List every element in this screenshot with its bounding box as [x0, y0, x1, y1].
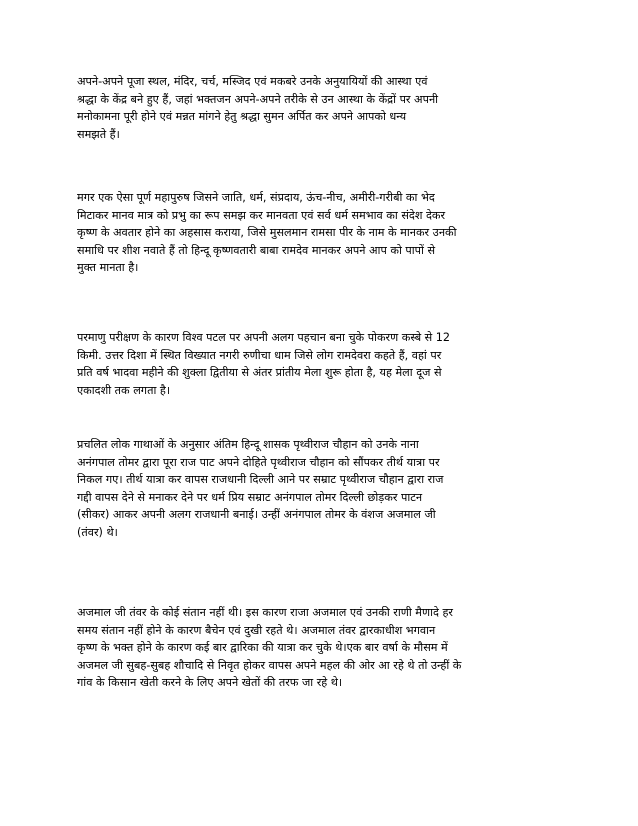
paragraph-great-saint: मगर एक ऐसा पूर्ण महापुरुष जिसने जाति, धर्म, संप्रदाय, ऊंच-नीच, अमीरी-गरीबी का भेद मिटाकर मानव मात्र को प्रभु का रूप समझ कर मानवता एवं सर्व धर्म समभाव का संदेश देकर कृष्ण के अवतार होने का अहसास कराया, जिसे मुसलमान रामसा पीर के नाम के मानकर उनकी समाधि पर शीश नवाते हैं तो हिन्दू कृष्णवतारी बाबा रामदेव मानकर अपने आप को पापों से मुक्त मानता है।: [77, 191, 457, 275]
paragraph-folk-tales: प्रचलित लोक गाथाओं के अनुसार अंतिम हिन्दू शासक पृथ्वीराज चौहान को उनके नाना अनंगपाल तोमर द्वारा पूरा राज पाट अपने दोहिते पृथ्वीराज चौहान को सौंपकर तीर्थ यात्रा पर निकल गए। तीर्थ यात्रा कर वापस राजधानी दिल्ली आने पर सम्राट पृथ्वीराज चौहान द्वारा राज गद्दी वापस देने से मनाकर देने पर धर्म प्रिय सम्राट अनंगपाल तोमर दिल्ली छोड़कर पाटन (सीकर) आकर अपनी अलग राजधानी बनाई। उन्हीं अनंगपाल तोमर के वंशज अजमाल जी (तंवर) थे।: [77, 438, 444, 539]
paragraph-ajmal-ji: अजमाल जी तंवर के कोई संतान नहीं थी। इस कारण राजा अजमाल एवं उनकी राणी मैणादे हर समय संतान नहीं होने के कारण बैचेन एवं दुखी रहते थे। अजमाल तंवर द्वारकाधीश भगवान कृष्ण के भक्त होने के कारण कई बार द्वारिका की यात्रा कर चुके थे।एक बार वर्षा के मौसम में अजमल जी सुबह-सुबह शौचादि से निवृत होकर वापस अपने महल की ओर आ रहे थे तो उन्हीं के गांव के किसान खेती करने के लिए अपने खेतों की तरफ जा रहे थे।: [77, 606, 462, 690]
paragraph-worship-places: अपने-अपने पूजा स्थल, मंदिर, चर्च, मस्जिद एवं मकबरे उनके अनुयायियों की आस्था एवं श्रद्धा के केंद्र बने हुए हैं, जहां भक्तजन अपने-अपने तरीके से उन आस्था के केंद्रों पर अपनी मनोकामना पूरी होने एवं मन्नत मांगने हेतु श्रद्धा सुमन अर्पित कर अपने आपको धन्य समझते हैं।: [77, 75, 439, 141]
paragraph-runicha-dham: परमाणु परीक्षण के कारण विश्व पटल पर अपनी अलग पहचान बना चुके पोकरण कस्बे से 12 किमी. उत्तर दिशा में स्थित विख्यात नगरी रुणीचा धाम जिसे लोग रामदेवरा कहते हैं, वहां पर प्रति वर्ष भादवा महीने की शुक्ला द्वितीया से अंतर प्रांतीय मेला शुरू होता है, यह मेला दूज से एकादशी तक लगता है।: [77, 331, 451, 397]
